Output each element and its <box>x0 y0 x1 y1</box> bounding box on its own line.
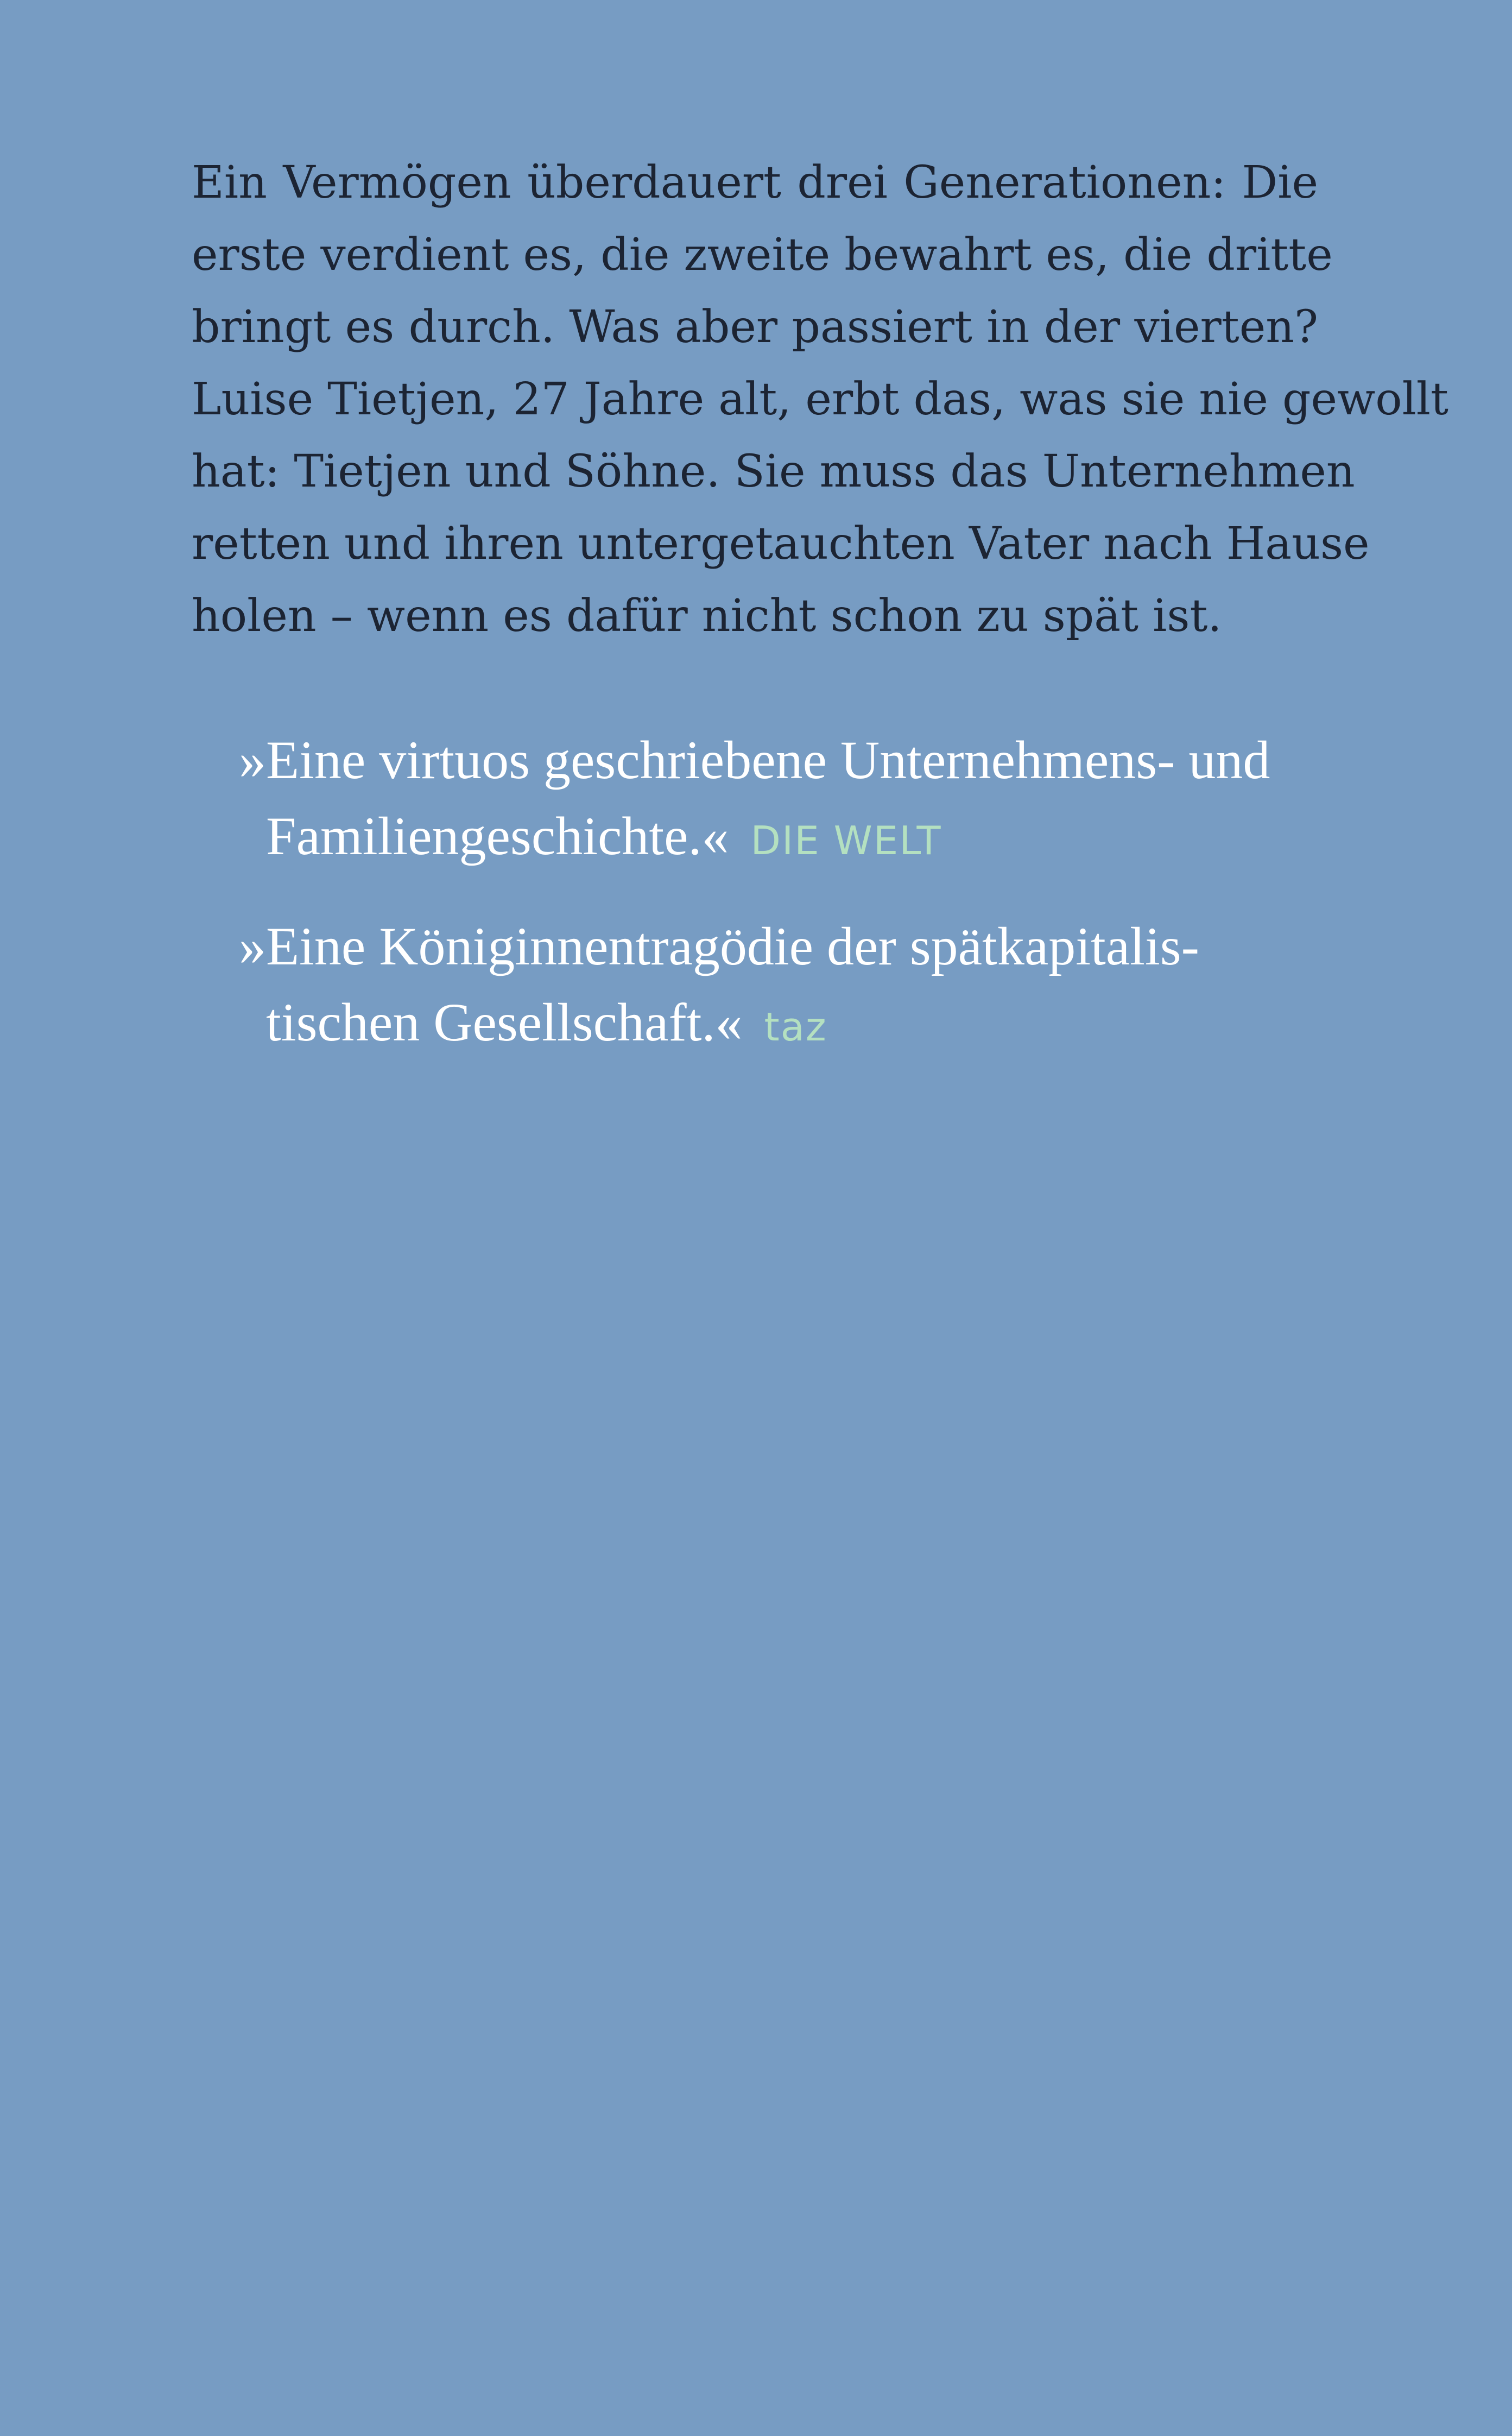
quote-text: Familiengeschichte.« <box>266 806 729 866</box>
blurb-line: retten und ihren untergetauchten Vater nach Hause <box>192 518 1370 570</box>
review-quotes <box>239 722 1325 1095</box>
blurb-line: hat: Tietjen und Söhne. Sie muss das Unternehmen <box>192 446 1355 497</box>
blurb-line: bringt es durch. Was aber passiert in der vierten? <box>192 301 1318 353</box>
blurb-line: holen – wenn es dafür nicht schon zu spät ist. <box>192 590 1222 642</box>
quote-line: »Eine virtuos geschriebene Unternehmens- und <box>239 730 1270 790</box>
review-quote-taz <box>239 908 1325 1065</box>
quote-line <box>239 798 1325 879</box>
blurb-line: erste verdient es, die zweite bewahrt es, die dritte <box>192 229 1333 281</box>
blurb-line: Luise Tietjen, 27 Jahre alt, erbt das, was sie nie gewollt <box>192 374 1448 425</box>
quote-text: tischen Gesellschaft.« <box>266 992 743 1052</box>
blurb-text <box>192 147 1448 652</box>
quote-source: taz <box>764 1004 827 1050</box>
quote-source: DIE WELT <box>750 818 942 863</box>
quote-line <box>239 985 1325 1065</box>
blurb-line: Ein Vermögen überdauert drei Generationen: Die <box>192 157 1318 209</box>
review-quote-die-welt <box>239 722 1325 879</box>
quote-line: »Eine Königinnentragödie der spätkapitalis- <box>239 916 1199 976</box>
